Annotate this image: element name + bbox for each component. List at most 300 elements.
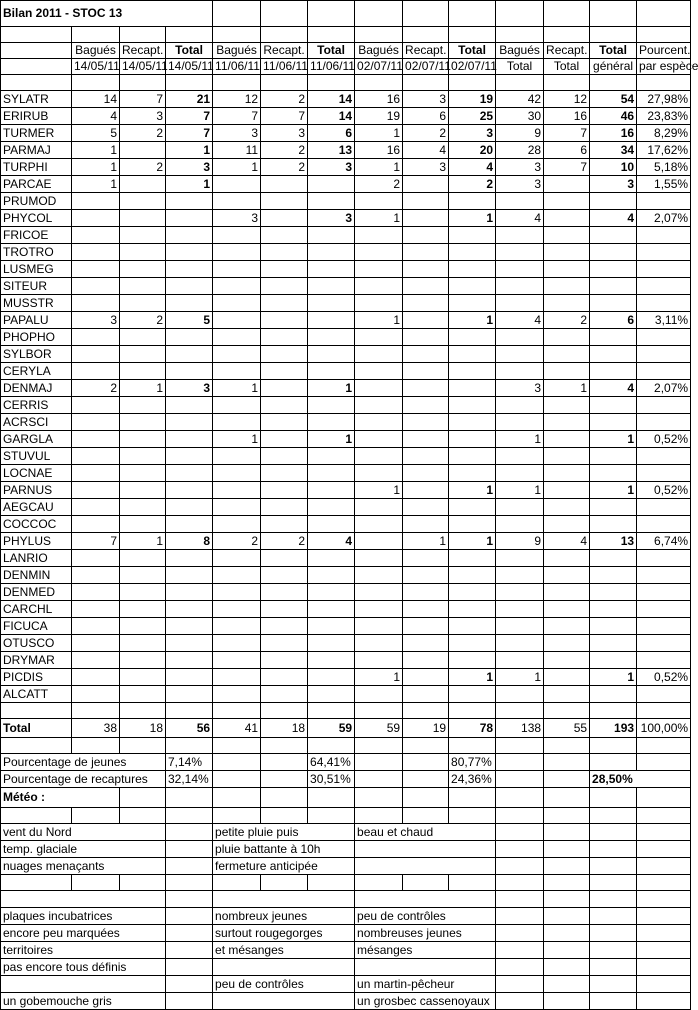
species-value — [590, 465, 637, 482]
empty-cell — [120, 808, 166, 824]
species-value — [261, 431, 308, 448]
column-header: Recapt. — [544, 43, 590, 59]
species-value: 10 — [590, 159, 637, 176]
species-value — [544, 397, 590, 414]
species-value: 6 — [544, 142, 590, 159]
empty-cell — [449, 875, 496, 891]
header-blank — [1, 59, 72, 75]
empty-cell — [496, 942, 544, 959]
species-value — [403, 652, 449, 669]
note-row — [1, 841, 691, 858]
species-value — [261, 312, 308, 329]
column-subheader: 02/07/11 — [449, 59, 496, 75]
species-value: 0,52% — [637, 431, 691, 448]
species-value — [590, 567, 637, 584]
species-value: 34 — [590, 142, 637, 159]
species-row — [1, 193, 691, 210]
note-row — [1, 976, 691, 993]
note-session-2 — [213, 993, 355, 1010]
empty-cell — [590, 942, 637, 959]
species-value — [496, 584, 544, 601]
species-value: 13 — [590, 533, 637, 550]
species-value — [72, 652, 120, 669]
species-value — [355, 397, 403, 414]
species-value — [449, 465, 496, 482]
species-code: MUSSTR — [1, 295, 72, 312]
total-label: Total — [1, 719, 72, 738]
note-session-2: fermeture anticipée — [213, 858, 355, 875]
empty-cell — [590, 75, 637, 91]
species-value — [166, 669, 213, 686]
header-blank — [1, 43, 72, 59]
empty-cell — [590, 788, 637, 808]
empty-cell — [590, 925, 637, 942]
species-value — [166, 431, 213, 448]
species-value — [72, 329, 120, 346]
empty-cell — [308, 788, 355, 808]
species-value: 4 — [590, 380, 637, 397]
species-value — [213, 363, 261, 380]
species-value — [496, 346, 544, 363]
empty-cell — [544, 1, 590, 27]
empty-cell — [72, 808, 120, 824]
species-value — [308, 397, 355, 414]
empty-cell — [544, 993, 590, 1010]
species-value: 3 — [166, 159, 213, 176]
species-value — [590, 601, 637, 618]
note-session-1: plaques incubatrices — [1, 908, 166, 925]
note-session-1: temp. glaciale — [1, 841, 166, 858]
species-value — [166, 567, 213, 584]
species-value — [403, 448, 449, 465]
spacer-row — [1, 808, 691, 824]
empty-cell — [166, 891, 213, 908]
empty-cell — [166, 993, 213, 1010]
species-value — [120, 499, 166, 516]
species-value — [213, 686, 261, 703]
empty-cell — [637, 703, 691, 719]
species-value — [449, 499, 496, 516]
empty-cell — [355, 875, 403, 891]
species-value — [590, 584, 637, 601]
species-value — [544, 635, 590, 652]
species-value — [449, 414, 496, 431]
species-value — [637, 227, 691, 244]
species-value — [590, 278, 637, 295]
species-value — [213, 448, 261, 465]
species-value — [166, 635, 213, 652]
species-value: 7 — [544, 125, 590, 142]
note-session-2: surtout rougegorges — [213, 925, 355, 942]
species-value — [166, 465, 213, 482]
species-value — [120, 448, 166, 465]
column-subheader: par espèce — [637, 59, 691, 75]
species-value — [544, 363, 590, 380]
species-value — [120, 261, 166, 278]
species-value — [355, 363, 403, 380]
note-session-3 — [355, 858, 496, 875]
species-value — [261, 380, 308, 397]
species-value — [496, 414, 544, 431]
species-value — [261, 176, 308, 193]
species-value — [166, 499, 213, 516]
spacer-row — [1, 875, 691, 891]
species-value: 7 — [166, 108, 213, 125]
species-value — [166, 550, 213, 567]
species-value — [120, 601, 166, 618]
species-value: 7 — [544, 159, 590, 176]
column-header: Pourcent. — [637, 43, 691, 59]
species-value — [261, 601, 308, 618]
species-code: CERYLA — [1, 363, 72, 380]
species-value — [166, 261, 213, 278]
species-value: 1 — [355, 482, 403, 499]
empty-cell — [544, 908, 590, 925]
empty-cell — [544, 959, 590, 976]
header-row-2 — [1, 59, 691, 75]
species-code: PARNUS — [1, 482, 72, 499]
column-header: Total — [449, 43, 496, 59]
species-value: 2 — [449, 176, 496, 193]
species-value: 1 — [496, 431, 544, 448]
species-value — [261, 278, 308, 295]
note-session-1: un gobemouche gris — [1, 993, 166, 1010]
species-value — [403, 397, 449, 414]
species-value — [637, 261, 691, 278]
species-value: 1 — [355, 159, 403, 176]
species-value: 2,07% — [637, 210, 691, 227]
species-value — [637, 601, 691, 618]
total-value: 138 — [496, 719, 544, 738]
species-value — [72, 414, 120, 431]
species-value: 3 — [403, 159, 449, 176]
column-subheader: Total — [544, 59, 590, 75]
spacer-row — [1, 27, 691, 43]
empty-cell — [637, 1, 691, 27]
species-value — [355, 261, 403, 278]
empty-cell — [166, 75, 213, 91]
species-code: SYLATR — [1, 91, 72, 108]
species-value: 6 — [590, 312, 637, 329]
empty-cell — [166, 942, 213, 959]
species-value — [120, 329, 166, 346]
note-session-2 — [213, 891, 355, 908]
species-value — [403, 686, 449, 703]
empty-cell — [637, 808, 691, 824]
note-row — [1, 993, 691, 1010]
empty-cell — [637, 824, 691, 841]
column-subheader: général — [590, 59, 637, 75]
species-value: 4 — [449, 159, 496, 176]
species-value — [637, 652, 691, 669]
species-value — [308, 618, 355, 635]
species-row — [1, 652, 691, 669]
column-header: Bagués — [213, 43, 261, 59]
species-value: 3 — [213, 210, 261, 227]
empty-cell — [637, 959, 691, 976]
meteo-row — [1, 788, 691, 808]
species-value: 1 — [72, 159, 120, 176]
species-value — [590, 686, 637, 703]
species-value — [120, 346, 166, 363]
species-value — [166, 210, 213, 227]
column-subheader: Total — [496, 59, 544, 75]
species-value — [355, 516, 403, 533]
species-code: PHOPHO — [1, 329, 72, 346]
species-value — [166, 414, 213, 431]
species-value — [590, 363, 637, 380]
species-value — [355, 686, 403, 703]
species-row — [1, 397, 691, 414]
species-code: TURMER — [1, 125, 72, 142]
species-value — [403, 227, 449, 244]
species-value — [544, 210, 590, 227]
species-value: 5 — [72, 125, 120, 142]
species-value — [213, 329, 261, 346]
species-code: CERRIS — [1, 397, 72, 414]
species-value — [166, 227, 213, 244]
pct-jeunes-label: Pourcentage de jeunes — [1, 754, 166, 771]
species-value — [213, 465, 261, 482]
species-value: 1 — [355, 669, 403, 686]
species-value — [166, 652, 213, 669]
species-value — [449, 652, 496, 669]
species-value — [72, 516, 120, 533]
species-value: 3 — [308, 159, 355, 176]
species-value — [355, 601, 403, 618]
species-value: 8,29% — [637, 125, 691, 142]
species-value: 2 — [261, 533, 308, 550]
species-value — [544, 686, 590, 703]
species-value — [120, 278, 166, 295]
species-value — [590, 329, 637, 346]
species-value — [166, 363, 213, 380]
empty-cell — [166, 959, 213, 976]
species-value — [355, 329, 403, 346]
species-value — [637, 278, 691, 295]
species-value — [496, 686, 544, 703]
species-value — [213, 278, 261, 295]
species-value: 20 — [449, 142, 496, 159]
empty-cell — [637, 858, 691, 875]
empty-cell — [637, 738, 691, 754]
species-code: DENMED — [1, 584, 72, 601]
species-value — [261, 414, 308, 431]
empty-cell — [166, 976, 213, 993]
note-session-3: un grosbec cassenoyaux — [355, 993, 496, 1010]
column-subheader: 14/05/11 — [120, 59, 166, 75]
empty-cell — [590, 858, 637, 875]
species-value: 6 — [308, 125, 355, 142]
species-value: 6 — [403, 108, 449, 125]
empty-cell — [590, 738, 637, 754]
species-value — [637, 584, 691, 601]
species-value — [72, 550, 120, 567]
species-value — [496, 601, 544, 618]
empty-cell — [213, 75, 261, 91]
species-value: 1 — [355, 312, 403, 329]
species-value — [544, 261, 590, 278]
species-value — [590, 244, 637, 261]
species-value — [355, 193, 403, 210]
empty-cell — [403, 808, 449, 824]
empty-cell — [308, 703, 355, 719]
note-session-2: pluie battante à 10h — [213, 841, 355, 858]
species-value: 6,74% — [637, 533, 691, 550]
species-value: 14 — [72, 91, 120, 108]
note-row — [1, 908, 691, 925]
species-value — [449, 380, 496, 397]
note-session-1: vent du Nord — [1, 824, 166, 841]
empty-cell — [496, 75, 544, 91]
species-value: 19 — [355, 108, 403, 125]
species-value: 4 — [590, 210, 637, 227]
empty-cell — [637, 925, 691, 942]
empty-cell — [449, 808, 496, 824]
total-value: 18 — [120, 719, 166, 738]
species-value — [544, 193, 590, 210]
species-value — [544, 346, 590, 363]
species-value — [261, 346, 308, 363]
species-value — [544, 482, 590, 499]
species-value: 1 — [120, 380, 166, 397]
species-row — [1, 567, 691, 584]
species-value — [449, 567, 496, 584]
species-value: 19 — [449, 91, 496, 108]
species-value — [72, 193, 120, 210]
species-value — [308, 550, 355, 567]
column-subheader: 11/06/11 — [213, 59, 261, 75]
empty-cell — [403, 788, 449, 808]
species-value — [261, 397, 308, 414]
species-value — [120, 431, 166, 448]
species-value: 3 — [496, 176, 544, 193]
species-code: PICDIS — [1, 669, 72, 686]
species-value — [308, 329, 355, 346]
note-session-2: peu de contrôles — [213, 976, 355, 993]
species-value — [637, 448, 691, 465]
species-value — [355, 652, 403, 669]
empty-cell — [166, 703, 213, 719]
species-value: 3 — [261, 125, 308, 142]
species-value — [261, 329, 308, 346]
species-value — [544, 431, 590, 448]
species-value — [403, 601, 449, 618]
note-session-3: un martin-pêcheur — [355, 976, 496, 993]
species-value — [120, 193, 166, 210]
species-value — [544, 669, 590, 686]
species-value: 11 — [213, 142, 261, 159]
species-row — [1, 329, 691, 346]
empty-cell — [590, 959, 637, 976]
total-value: 193 — [590, 719, 637, 738]
species-value: 2,07% — [637, 380, 691, 397]
species-value — [213, 227, 261, 244]
species-code: DENMAJ — [1, 380, 72, 397]
species-value — [308, 295, 355, 312]
species-code: DENMIN — [1, 567, 72, 584]
page-title: Bilan 2011 - STOC 13 — [1, 1, 213, 27]
species-value — [120, 465, 166, 482]
note-session-3 — [355, 841, 496, 858]
species-code: PAPALU — [1, 312, 72, 329]
total-value: 59 — [355, 719, 403, 738]
note-session-3: nombreuses jeunes — [355, 925, 496, 942]
species-value: 3 — [449, 125, 496, 142]
empty-cell — [355, 808, 403, 824]
species-value: 1 — [166, 142, 213, 159]
note-session-1: territoires — [1, 942, 166, 959]
empty-cell — [403, 875, 449, 891]
empty-cell — [590, 976, 637, 993]
species-value — [213, 346, 261, 363]
species-value — [120, 550, 166, 567]
species-code: LUSMEG — [1, 261, 72, 278]
species-value — [308, 346, 355, 363]
column-header: Bagués — [72, 43, 120, 59]
species-row — [1, 91, 691, 108]
species-value — [544, 414, 590, 431]
empty-cell — [590, 891, 637, 908]
species-value — [544, 618, 590, 635]
empty-cell — [496, 841, 544, 858]
species-row — [1, 533, 691, 550]
column-subheader: 11/06/11 — [261, 59, 308, 75]
species-value — [120, 482, 166, 499]
species-value: 12 — [213, 91, 261, 108]
species-value — [213, 244, 261, 261]
species-value — [637, 414, 691, 431]
species-value — [166, 618, 213, 635]
empty-cell — [166, 808, 213, 824]
species-row — [1, 448, 691, 465]
species-value — [544, 278, 590, 295]
empty-cell — [213, 27, 261, 43]
pct-jeunes-s2: 64,41% — [308, 754, 355, 771]
species-value — [637, 635, 691, 652]
note-row — [1, 959, 691, 976]
species-value: 3 — [590, 176, 637, 193]
species-value — [308, 244, 355, 261]
species-value — [403, 295, 449, 312]
species-value — [403, 278, 449, 295]
column-header: Bagués — [496, 43, 544, 59]
note-session-3: beau et chaud — [355, 824, 496, 841]
species-value — [308, 669, 355, 686]
species-value: 2 — [261, 159, 308, 176]
empty-cell — [637, 788, 691, 808]
species-value: 3 — [403, 91, 449, 108]
species-value: 54 — [590, 91, 637, 108]
species-value — [213, 567, 261, 584]
species-value: 4 — [72, 108, 120, 125]
spacer-row — [1, 75, 691, 91]
total-value: 41 — [213, 719, 261, 738]
species-value: 0,52% — [637, 669, 691, 686]
species-value — [403, 176, 449, 193]
species-value — [590, 618, 637, 635]
empty-cell — [496, 754, 544, 771]
species-code: FICUCA — [1, 618, 72, 635]
species-value — [496, 244, 544, 261]
species-value: 4 — [308, 533, 355, 550]
species-value — [590, 499, 637, 516]
species-value: 5,18% — [637, 159, 691, 176]
species-value — [496, 516, 544, 533]
empty-cell — [355, 703, 403, 719]
species-value — [590, 227, 637, 244]
species-value — [403, 380, 449, 397]
